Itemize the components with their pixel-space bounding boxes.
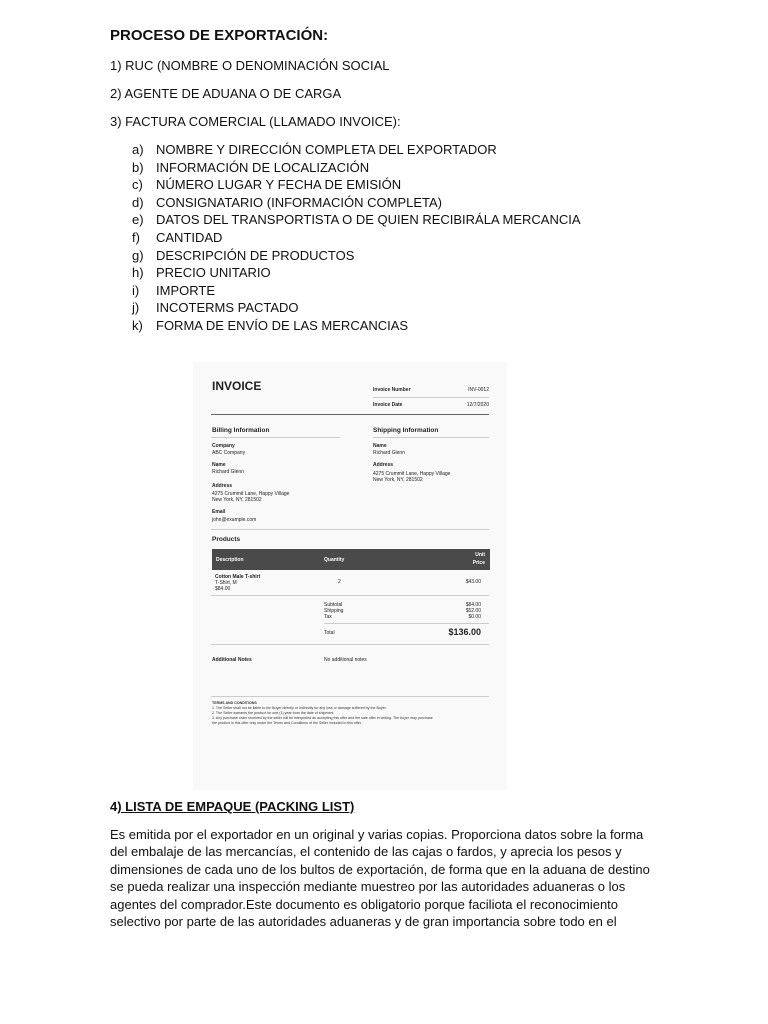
product-quantity: 2 xyxy=(338,579,341,585)
packing-title: ) LISTA DE EMPAQUE (PACKING LIST) xyxy=(117,799,355,814)
list-text: DATOS DEL TRANSPORTISTA O DE QUIEN RECIBIRÁLA MERCANCIA xyxy=(156,212,581,228)
list-item xyxy=(132,159,581,177)
shipping-name-label: Name xyxy=(373,443,387,449)
step-factura: 3) FACTURA COMERCIAL (LLAMADO INVOICE): xyxy=(110,114,401,129)
list-letter: j) xyxy=(132,300,140,316)
list-item xyxy=(132,299,581,317)
billing-name-label: Name xyxy=(212,462,226,468)
total-value: $136.00 xyxy=(448,627,481,637)
list-item xyxy=(132,282,581,300)
tax-value: $0.00 xyxy=(468,614,481,620)
subtotal-value: $84.00 xyxy=(465,602,481,608)
divider xyxy=(211,644,489,645)
list-text: PRECIO UNITARIO xyxy=(156,265,271,281)
product-name: Cotton Male T-shirt xyxy=(215,574,261,580)
packing-list-heading xyxy=(110,799,354,814)
terms-heading: TERMS AND CONDITIONS xyxy=(212,701,257,705)
billing-email-label: Email xyxy=(212,509,226,515)
col-price: Price xyxy=(472,560,485,566)
billing-email: john@example.com xyxy=(212,517,257,523)
billing-company: ABC Company xyxy=(212,450,246,456)
billing-name: Richard Glenn xyxy=(212,469,244,475)
step-ruc: 1) RUC (NOMBRE O DENOMINACIÓN SOCIAL xyxy=(110,58,390,73)
paragraph-line: selectivo por parte de las autoridades aduaneras y de gran importancia sobre todo en el xyxy=(110,914,617,930)
shipping-label: Shipping xyxy=(324,608,344,614)
packing-list-paragraph xyxy=(110,826,655,930)
invoice-image xyxy=(193,362,507,790)
shipping-heading: Shipping Information xyxy=(373,427,439,434)
list-letter: d) xyxy=(132,194,144,210)
shipping-value: $52.00 xyxy=(465,608,481,614)
divider xyxy=(211,696,489,697)
list-letter: e) xyxy=(132,212,144,228)
list-text: CANTIDAD xyxy=(156,229,223,245)
shipping-name: Richard Glenn xyxy=(373,450,405,456)
product-price: $43.00 xyxy=(465,579,481,585)
terms-line: 1. The Seller shall not be liable to the Buyer directly or indirectly for any loss or damage suffered by the Buyer. xyxy=(212,706,387,710)
col-unit: Unit xyxy=(475,552,485,558)
billing-heading: Billing Information xyxy=(212,427,270,434)
list-item xyxy=(132,141,581,159)
page-title: PROCESO DE EXPORTACIÓN: xyxy=(110,27,329,44)
invoice-date-label: Invoice Date xyxy=(373,402,403,408)
packing-number: 4 xyxy=(110,799,118,814)
list-letter: g) xyxy=(132,247,144,263)
list-text: NOMBRE Y DIRECCIÓN COMPLETA DEL EXPORTADOR xyxy=(156,142,497,157)
list-text: NÚMERO LUGAR Y FECHA DE EMISIÓN xyxy=(156,177,402,193)
list-text: FORMA DE ENVÍO DE LAS MERCANCIAS xyxy=(156,317,409,333)
notes-label: Additional Notes xyxy=(212,657,252,663)
list-letter: b) xyxy=(132,159,144,175)
list-letter: f) xyxy=(132,229,140,245)
shipping-address-line2: New York, NY, 281502 xyxy=(373,477,423,483)
paragraph-line: se pueda realizar una inspección mediante muestreo por las autoridades aduaneras o los xyxy=(110,879,626,895)
list-item xyxy=(132,317,581,335)
products-heading: Products xyxy=(212,536,241,543)
list-letter: c) xyxy=(132,177,143,193)
product-amount: $84.00 xyxy=(215,586,231,592)
invoice-heading: INVOICE xyxy=(212,379,262,393)
list-item xyxy=(132,176,581,194)
list-letter: i) xyxy=(132,282,140,298)
list-item xyxy=(132,211,581,229)
list-text: INFORMACIÓN DE LOCALIZACIÓN xyxy=(156,159,370,175)
notes-value: No additional notes xyxy=(324,657,367,663)
billing-address-line1: 4275 Crummit Lane, Happy Village xyxy=(212,491,290,497)
total-label: Total xyxy=(324,630,335,636)
terms-line: the product in this offer only under the Terms and Conditions of the Seller included in this offer. xyxy=(212,721,362,725)
terms-block xyxy=(212,701,492,726)
divider xyxy=(211,595,489,596)
invoice-number-label: Invoice Number xyxy=(373,387,411,393)
step-agente: 2) AGENTE DE ADUANA O DE CARGA xyxy=(110,86,342,101)
list-text: IMPORTE xyxy=(156,282,215,298)
divider xyxy=(211,414,489,415)
divider xyxy=(373,397,489,398)
list-item xyxy=(132,194,581,212)
list-item xyxy=(132,264,581,282)
divider xyxy=(324,623,489,624)
billing-address-line2: New York, NY, 281502 xyxy=(212,497,262,503)
list-text: CONSIGNATARIO (INFORMACIÓN COMPLETA) xyxy=(156,194,443,210)
product-variant: T-Shirt, M xyxy=(215,580,237,586)
shipping-address-line1: 4275 Crummit Lane, Happy Village xyxy=(373,471,451,477)
paragraph-line: del embalaje de las mercancías, el contenido de las cajas o fardos, y aprecia los pesos y xyxy=(110,844,622,860)
invoice-requirements-list xyxy=(132,141,581,335)
terms-line: 2. The Seller warrants the product for one (1) year from the date of shipment. xyxy=(212,711,335,715)
billing-company-label: Company xyxy=(212,443,235,449)
shipping-address-label: Address xyxy=(373,462,394,468)
divider xyxy=(373,437,489,438)
invoice-number-value: INV-0012 xyxy=(468,387,489,393)
list-letter: a) xyxy=(132,142,144,157)
list-item xyxy=(132,247,581,265)
list-item xyxy=(132,229,581,247)
list-text: DESCRIPCIÓN DE PRODUCTOS xyxy=(156,247,355,263)
billing-address-label: Address xyxy=(212,483,233,489)
col-description: Description xyxy=(216,557,244,563)
list-letter: k) xyxy=(132,317,143,333)
col-quantity: Quantity xyxy=(324,557,345,563)
divider xyxy=(211,437,340,438)
products-table-header xyxy=(212,549,490,570)
invoice-date-value: 12/7/2020 xyxy=(466,402,489,408)
list-letter: h) xyxy=(132,265,144,281)
paragraph-line: dimensiones de cada uno de los bultos de exportación, de forma que en la aduana de destino xyxy=(110,861,650,877)
paragraph-line: Es emitida por el exportador en un original y varias copias. Proporciona datos sobre la forma xyxy=(110,827,644,842)
paragraph-line: agentes del comprador.Este documento es obligatorio porque faciliota el reconocimiento xyxy=(110,896,619,912)
terms-line: 3. Any purchase order received by the seller will be interpreted as accepting this offer and the sale offer in writing. The buyer may purchase xyxy=(212,716,433,720)
subtotal-label: Subtotal xyxy=(324,602,343,608)
tax-label: Tax xyxy=(324,614,332,620)
list-text: INCOTERMS PACTADO xyxy=(156,300,299,316)
divider xyxy=(211,529,489,530)
